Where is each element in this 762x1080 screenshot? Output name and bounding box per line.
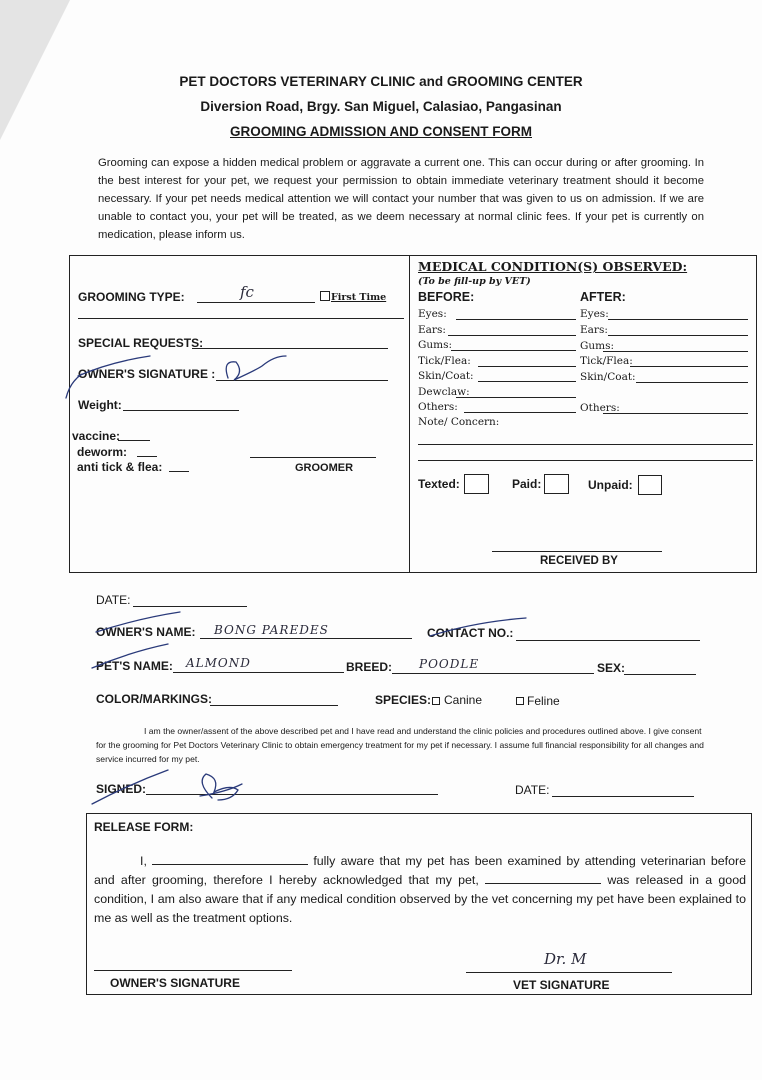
owner-name-value: BONG PAREDES bbox=[214, 623, 329, 637]
after-item-label: Others: bbox=[580, 402, 620, 414]
vet-signature-label: VET SIGNATURE bbox=[513, 978, 610, 992]
received-by-label: RECEIVED BY bbox=[540, 555, 618, 567]
before-item-label: Gums: bbox=[418, 339, 453, 351]
texted-label: Texted: bbox=[418, 477, 460, 491]
vet-initials: Dr. M bbox=[544, 950, 587, 968]
pet-name-label: PET'S NAME: bbox=[96, 659, 173, 673]
before-item-label: Others: bbox=[418, 401, 458, 413]
paid-label: Paid: bbox=[512, 477, 542, 491]
before-item-label: Skin/Coat: bbox=[418, 370, 474, 382]
release-text-part2: fully aware that my pet has been examined by attending veterinarian before and after grooming, therefore I hereby acknowledged that my pet, bbox=[94, 854, 746, 887]
sex-label: SEX: bbox=[597, 661, 626, 675]
feline-label: Feline bbox=[527, 694, 560, 708]
medical-title: MEDICAL CONDITION(S) OBSERVED: bbox=[418, 259, 688, 274]
grooming-type-label: GROOMING TYPE: bbox=[78, 290, 185, 304]
after-item-label: Eyes: bbox=[580, 308, 609, 320]
intro-paragraph: Grooming can expose a hidden medical problem or aggravate a current one. This can occur during or after grooming. In the best interest for your pet, we request your permission to obtain immediate veterinary treatment should it become necessary. If your pet needs medical attention we will contact your number that was given to us on admission. If we are unable to contact you, your pet will be treated, as we deem necessary at normal clinic fees. If your pet is currently on medication, please inform us. bbox=[98, 157, 704, 241]
grooming-type-value: fc bbox=[240, 283, 254, 301]
canine-label: Canine bbox=[444, 693, 483, 707]
special-requests-label: SPECIAL REQUESTS: bbox=[78, 336, 204, 350]
note-label: Note/ Concern: bbox=[418, 416, 500, 428]
before-item-label: Tick/Flea: bbox=[418, 355, 471, 367]
release-title: RELEASE FORM: bbox=[94, 820, 194, 834]
after-item-label: Skin/Coat: bbox=[580, 371, 636, 383]
owner-signature-label: OWNER'S SIGNATURE : bbox=[78, 367, 216, 381]
breed-label: BREED: bbox=[346, 660, 393, 674]
contact-label: CONTACT NO.: bbox=[427, 626, 514, 640]
date-label: DATE: bbox=[96, 593, 131, 607]
vaccine-label: vaccine: bbox=[72, 429, 121, 443]
signed-label: SIGNED: bbox=[96, 782, 147, 796]
medical-subtitle: (To be fill-up by VET) bbox=[418, 276, 531, 287]
release-owner-signature-label: OWNER'S SIGNATURE bbox=[110, 976, 240, 990]
signed-date-label: DATE: bbox=[515, 783, 550, 797]
owner-name-label: OWNER'S NAME: bbox=[96, 625, 196, 639]
breed-value: POODLE bbox=[419, 657, 480, 671]
owner-name-tick bbox=[92, 612, 526, 668]
first-time-label: First Time bbox=[331, 292, 387, 303]
clinic-address: Diversion Road, Brgy. San Miguel, Calasiao, Pangasinan bbox=[200, 99, 562, 114]
clinic-name: PET DOCTORS VETERINARY CLINIC and GROOMING CENTER bbox=[179, 74, 583, 89]
owner-signature-scribble bbox=[66, 356, 286, 398]
signed-signature-scribble bbox=[92, 770, 242, 804]
before-item-label: Eyes: bbox=[418, 308, 447, 320]
form-title: GROOMING ADMISSION AND CONSENT FORM bbox=[230, 124, 532, 139]
groomer-label: GROOMER bbox=[295, 462, 354, 474]
after-item-label: Ears: bbox=[580, 324, 608, 336]
after-item-label: Tick/Flea: bbox=[580, 355, 633, 367]
before-label: BEFORE: bbox=[418, 290, 475, 304]
consent-paragraph: I am the owner/assent of the above described pet and I have read and understand the clinic policies and procedures outlined above. I give consent for the grooming for Pet Doctors Veterinary Clinic to obtain emergency treatment for my pet if necessary. I assume full financial responsibility for all changes and service incurred for my pet. bbox=[96, 726, 704, 764]
pet-name-value: ALMOND bbox=[186, 656, 251, 670]
before-item-label: Dewclaw: bbox=[418, 386, 470, 398]
weight-label: Weight: bbox=[78, 398, 122, 412]
release-text-part1: I, bbox=[140, 854, 147, 868]
deworm-label: deworm: bbox=[77, 445, 128, 459]
release-text-part3: was released in a good condition, I am also aware that if any medical condition observed by the vet concerning my pet have been explained to me as well as the treatment options. bbox=[94, 873, 746, 925]
color-markings-label: COLOR/MARKINGS: bbox=[96, 692, 212, 706]
unpaid-label: Unpaid: bbox=[588, 478, 633, 492]
species-label: SPECIES: bbox=[375, 693, 432, 707]
before-item-label: Ears: bbox=[418, 324, 446, 336]
after-item-label: Gums: bbox=[580, 340, 615, 352]
after-label: AFTER: bbox=[580, 290, 626, 304]
anti-tick-label: anti tick & flea: bbox=[77, 460, 163, 474]
